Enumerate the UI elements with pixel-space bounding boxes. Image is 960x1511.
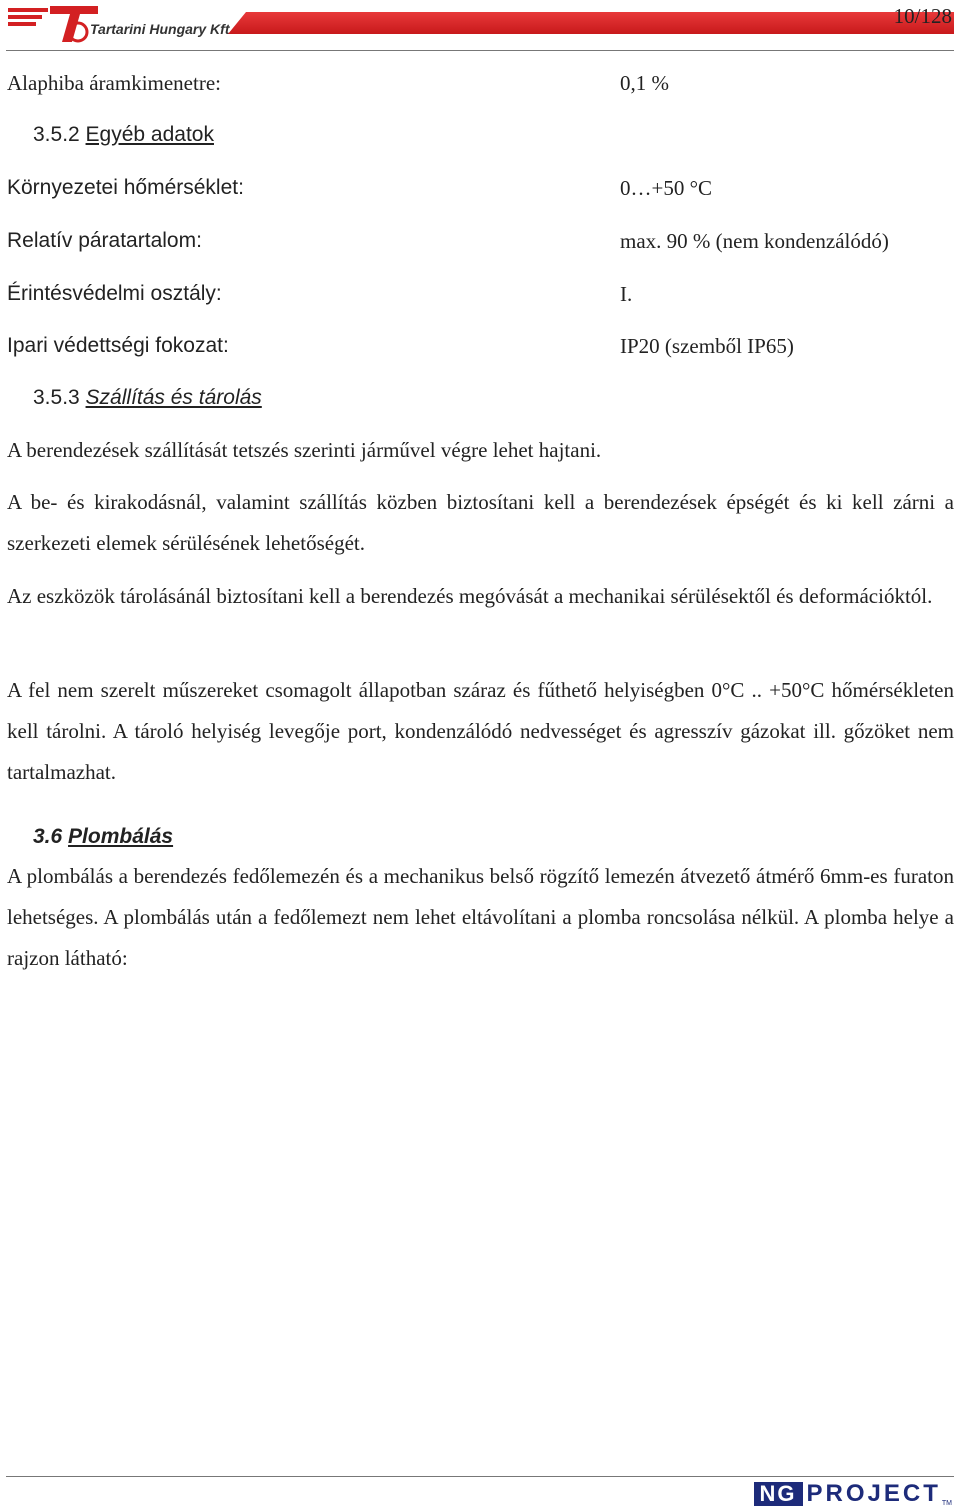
spec-label-protection-class: Érintésvédelmi osztály: [7,282,222,305]
logo-ng: NG [754,1482,803,1506]
page-number: 10/128 [893,4,952,28]
section-title: Plombálás [68,825,174,848]
header-divider [6,50,954,51]
section-number: 3.5.2 [33,123,86,146]
spec-label-ambient-temp: Környezetei hőmérséklet: [7,176,244,199]
spec-value-protection-class: I. [620,282,633,306]
logo-tm: TM [941,1500,952,1507]
logo-project: PROJECT [806,1480,941,1507]
section-heading-3-5-2 [33,122,214,148]
section-heading-3-6 [33,824,173,850]
header-red-bar [228,12,954,34]
spec-value-ip-rating: IP20 (szemből IP65) [620,334,794,358]
paragraph-sealing: A plombálás a berendezés fedőlemezén és a mechanikus belső rögzítő lemezén átvezető átmérő 6mm-es furaton lehetséges. A plombálás után a fedőlemezt nem lehet eltávolítani a plomba roncsolása nélkül. A plomba helye a rajzon látható: [7,864,954,970]
footer-divider [6,1476,954,1477]
section-heading-3-5-3 [33,385,262,411]
section-number: 3.5.3 [33,386,86,409]
spec-value-humidity: max. 90 % (nem kondenzálódó) [620,229,889,253]
spec-value-output-error: 0,1 % [620,71,669,95]
spec-label-ip-rating: Ipari védettségi fokozat: [7,334,229,357]
spec-label-output-error: Alaphiba áramkimenetre: [7,71,221,95]
paragraph-loading: A be- és kirakodásnál, valamint szállítás közben biztosítani kell a berendezések épségét és ki kell zárni a szerkezeti elemek sérülésének lehetőségét. [7,490,954,555]
spec-value-ambient-temp: 0…+50 °C [620,176,712,200]
ngproject-logo [712,1481,952,1507]
paragraph-transport: A berendezések szállítását tetszés szerinti járművel végre lehet hajtani. [7,438,602,462]
spec-label-humidity: Relatív páratartalom: [7,229,202,252]
company-name: Tartarini Hungary Kft. [90,21,234,37]
tartarini-logo [6,2,266,46]
paragraph-storage-conditions: A fel nem szerelt műszereket csomagolt állapotban száraz és fűthető helyiségben 0°C .. +50°C hőmérsékleten kell tárolni. A tároló helyiség levegője port, kondenzálódó nedvességet és agresszív gázokat ill. gőzöket nem tartalmazhat. [7,678,954,784]
paragraph-storage: Az eszközök tárolásánál biztosítani kell a berendezés megóvását a mechanikai sérülésektől és deformációktól. [7,584,933,608]
section-number: 3.6 [33,825,69,848]
section-title: Szállítás és tárolás [85,386,262,409]
section-title: Egyéb adatok [85,123,214,146]
